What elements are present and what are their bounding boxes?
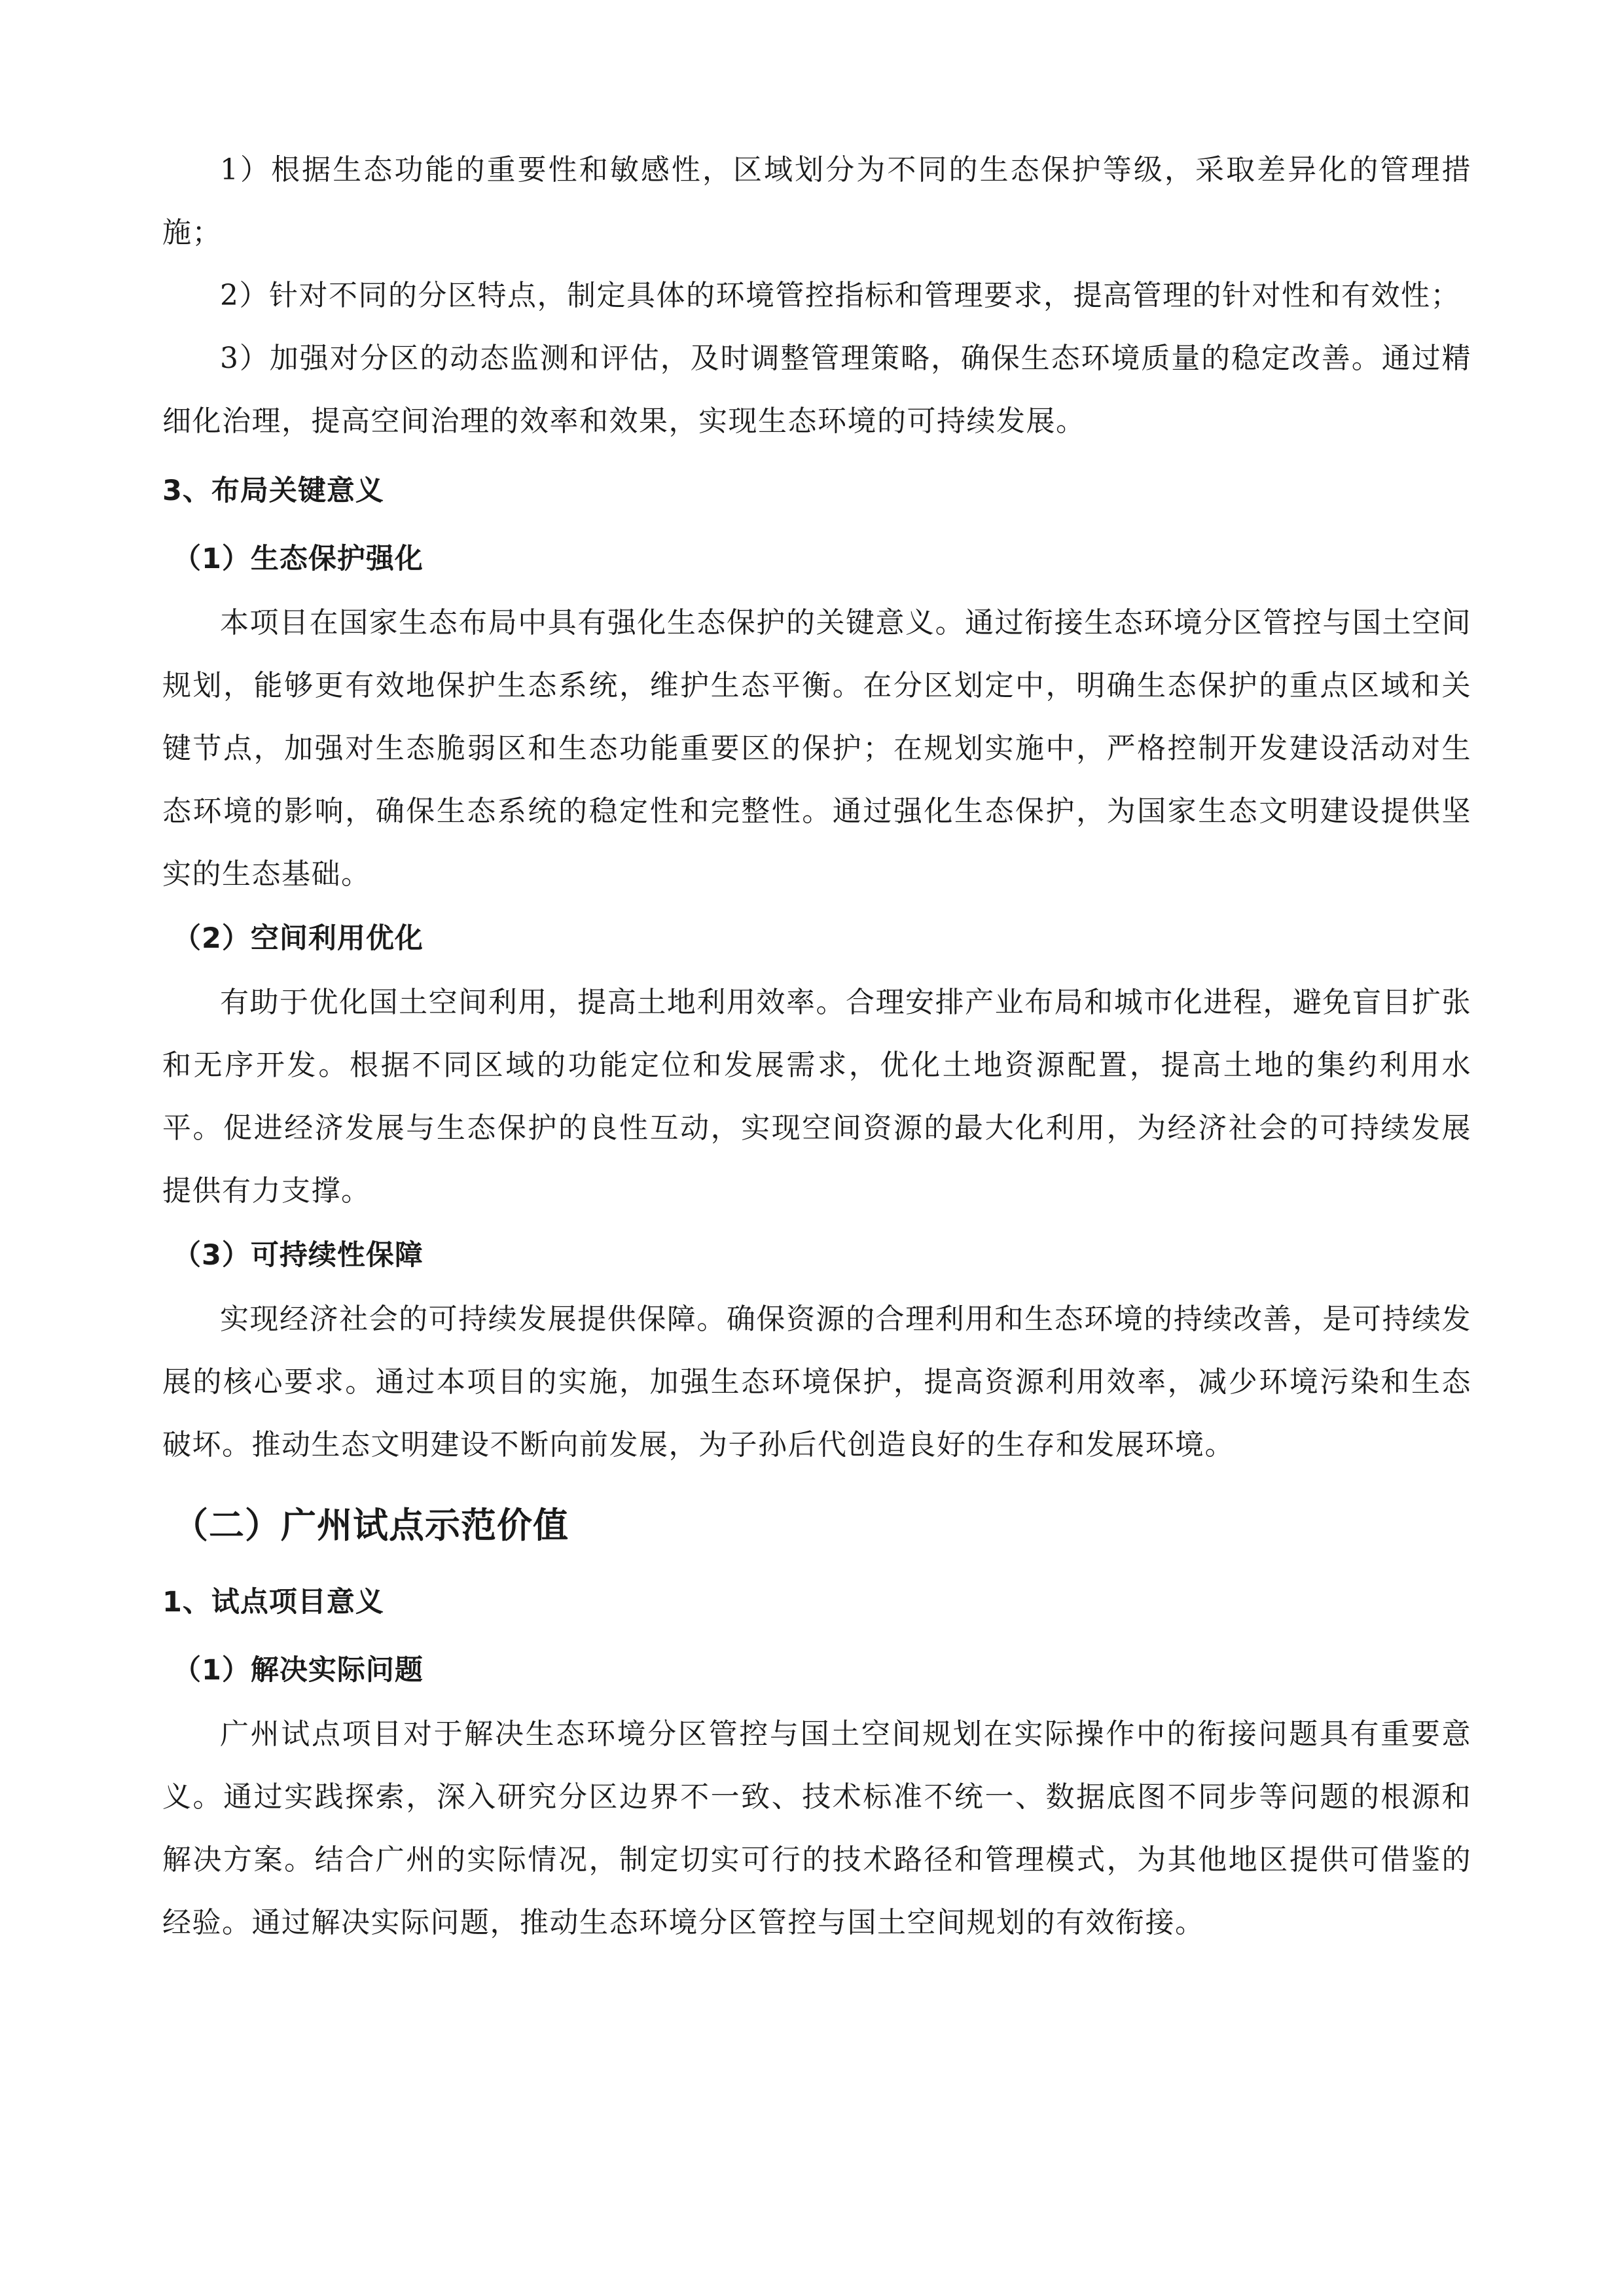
section-heading-layout-significance: 3、布局关键意义	[162, 475, 384, 507]
chapter-heading-guangzhou-pilot: （二）广州试点示范价值	[173, 1505, 569, 1546]
subheading-solve-practical-problems: （1）解决实际问题	[173, 1654, 424, 1687]
subheading-ecological-protection: （1）生态保护强化	[173, 543, 424, 575]
list-item-3: 3）加强对分区的动态监测和评估，及时调整管理策略，确保生态环境质量的稳定改善。通过精细化治理，提高空间治理的效率和效果，实现生态环境的可持续发展。	[162, 342, 1471, 438]
list-item-2: 2）针对不同的分区特点，制定具体的环境管控指标和管理要求，提高管理的针对性和有效性；	[220, 279, 1460, 312]
paragraph-solve-practical-problems: 广州试点项目对于解决生态环境分区管控与国土空间规划在实际操作中的衔接问题具有重要意义。通过实践探索，深入研究分区边界不一致、技术标准不统一、数据底图不同步等问题的根源和解决方案。结合广州的实际情况，制定切实可行的技术路径和管理模式，为其他地区提供可借鉴的经验。通过解决实际问题，推动生态环境分区管控与国土空间规划的有效衔接。	[162, 1717, 1471, 1939]
list-item-1: 1）根据生态功能的重要性和敏感性，区域划分为不同的生态保护等级，采取差异化的管理措施；	[162, 153, 1471, 249]
subheading-sustainability: （3）可持续性保障	[173, 1239, 424, 1272]
subheading-space-utilization: （2）空间利用优化	[173, 922, 424, 955]
paragraph-space-utilization: 有助于优化国土空间利用，提高土地利用效率。合理安排产业布局和城市化进程，避免盲目扩张和无序开发。根据不同区域的功能定位和发展需求，优化土地资源配置，提高土地的集约利用水平。促进经济发展与生态保护的良性互动，实现空间资源的最大化利用，为经济社会的可持续发展提供有力支撑。	[162, 986, 1471, 1208]
paragraph-ecological-protection: 本项目在国家生态布局中具有强化生态保护的关键意义。通过衔接生态环境分区管控与国土空间规划，能够更有效地保护生态系统，维护生态平衡。在分区划定中，明确生态保护的重点区域和关键节点，加强对生态脆弱区和生态功能重要区的保护；在规划实施中，严格控制开发建设活动对生态环境的影响，确保生态系统的稳定性和完整性。通过强化生态保护，为国家生态文明建设提供坚实的生态基础。	[162, 606, 1471, 891]
document-body	[162, 139, 1471, 1954]
section-heading-pilot-significance: 1、试点项目意义	[162, 1586, 384, 1619]
paragraph-sustainability: 实现经济社会的可持续发展提供保障。确保资源的合理利用和生态环境的持续改善，是可持续发展的核心要求。通过本项目的实施，加强生态环境保护，提高资源利用效率，减少环境污染和生态破坏。推动生态文明建设不断向前发展，为子孙后代创造良好的生存和发展环境。	[162, 1302, 1471, 1462]
